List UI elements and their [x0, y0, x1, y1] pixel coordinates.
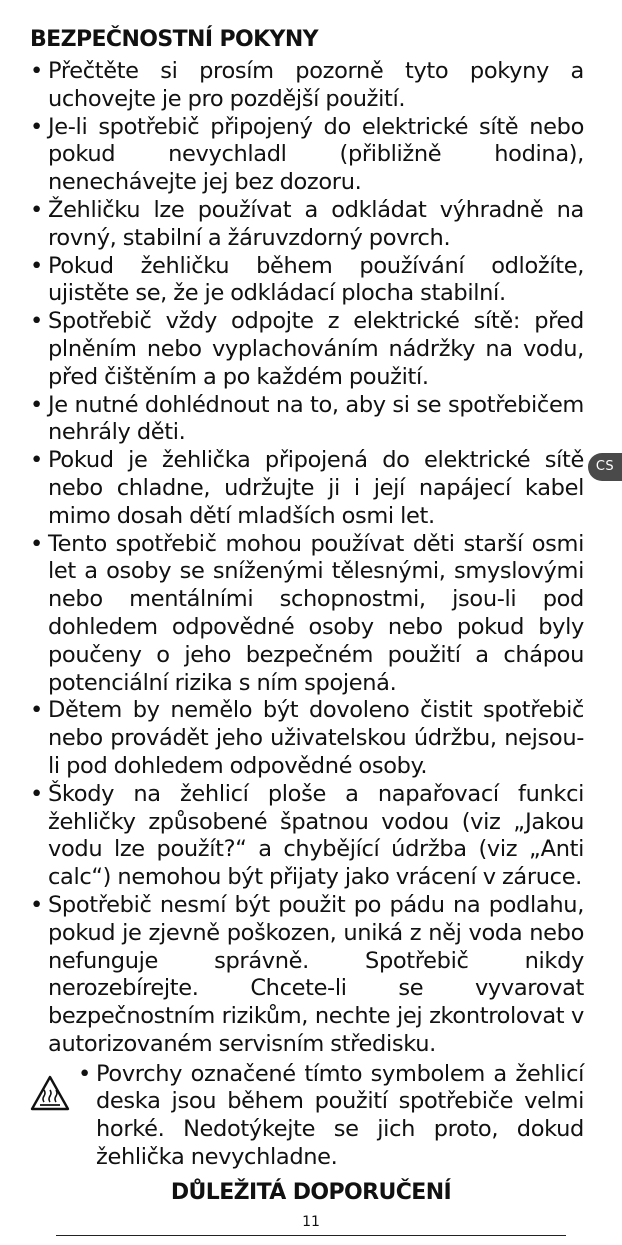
bullet-icon: •	[30, 196, 43, 223]
list-item	[30, 114, 584, 197]
list-item	[30, 392, 584, 448]
bullet-icon: •	[30, 113, 43, 140]
list-item-text: Škody na žehlicí ploše a napařovací funkci žehličky způsobené špatnou vodou (viz „Jakou vodu lze použít?“ a chybějící údržba (viz „Anti calc“) nemohou být přijaty jako vrácení v záruce.	[48, 780, 584, 891]
warning-text: Povrchy označené tímto symbolem a žehlicí deska jsou během použití spotřebiče velmi horké. Nedotýkejte se jich proto, dokud žehlička nevychladne.	[96, 1060, 584, 1171]
hot-surface-warning-icon	[30, 1075, 70, 1111]
language-tab: CS	[588, 453, 622, 481]
list-item-text: Spotřebič nesmí být použit po pádu na podlahu, pokud je zjevně poškozen, uniká z něj voda nebo nefunguje správně. Spotřebič nikdy nerozebírejte. Chcete-li se vyvarovat bezpečnostním rizikům, nechte jej zkontrolovat v autorizovaném servisním středisku.	[48, 891, 584, 1057]
list-item	[30, 58, 584, 114]
list-item-text: Žehličku lze používat a odkládat výhradně na rovný, stabilní a žáruvzdorný povrch.	[48, 196, 584, 251]
warning-item	[78, 1061, 584, 1172]
list-item	[30, 197, 584, 253]
list-item	[30, 308, 584, 391]
bullet-icon: •	[30, 697, 43, 724]
page-number: 11	[302, 1214, 320, 1230]
list-item	[30, 447, 584, 530]
bullet-icon: •	[30, 891, 43, 918]
bullet-icon: •	[30, 308, 43, 335]
list-item	[30, 531, 584, 698]
list-item-text: Je nutné dohlédnout na to, aby si se spotřebičem nehrály děti.	[48, 391, 584, 446]
bullet-icon: •	[30, 447, 43, 474]
list-item	[30, 781, 584, 892]
list-item-text: Pokud žehličku během používání odložíte, ujistěte se, že je odkládací plocha stabilní.	[48, 252, 584, 307]
section-heading: BEZPEČNOSTNÍ POKYNY	[30, 27, 319, 52]
list-item	[30, 697, 584, 780]
bullet-icon: •	[30, 252, 43, 279]
list-item-text: Je-li spotřebič připojený do elektrické sítě nebo pokud nevychladl (přibližně hodina), nenechávejte jej bez dozoru.	[48, 113, 584, 196]
bullet-icon: •	[30, 780, 43, 807]
list-item-text: Dětem by nemělo být dovoleno čistit spotřebič nebo provádět jeho uživatelskou údržbu, nejsou-li pod dohledem odpovědné osoby.	[48, 697, 584, 779]
safety-list	[30, 58, 584, 1059]
list-item-text: Spotřebič vždy odpojte z elektrické sítě: před plněním nebo vyplachováním nádržky na vodu, před čištěním a po každém použití.	[48, 308, 584, 390]
footer-divider	[56, 1235, 566, 1236]
bullet-icon: •	[30, 391, 43, 418]
bullet-icon: •	[78, 1060, 91, 1087]
list-item	[30, 892, 584, 1059]
list-item	[30, 253, 584, 309]
list-item-text: Přečtěte si prosím pozorně tyto pokyny a uchovejte je pro pozdější použití.	[48, 58, 584, 112]
next-section-heading: DŮLEŽITÁ DOPORUČENÍ	[170, 1180, 452, 1205]
bullet-icon: •	[30, 58, 43, 84]
bullet-icon: •	[30, 530, 43, 557]
hot-surface-warning	[30, 1061, 584, 1172]
list-item-text: Pokud je žehlička připojená do elektrické sítě nebo chladne, udržujte ji i její napájecí kabel mimo dosah dětí mladších osmi let.	[48, 447, 584, 529]
safety-instructions	[30, 22, 584, 1172]
list-item-text: Tento spotřebič mohou používat děti starší osmi let a osoby se sníženými tělesnými, smyslovými nebo mentálními schopnostmi, jsou-li pod dohledem odpovědné osoby nebo pokud byly poučeny o jeho bezpečném použití a chápou potenciální rizika s ním spojená.	[48, 530, 584, 696]
